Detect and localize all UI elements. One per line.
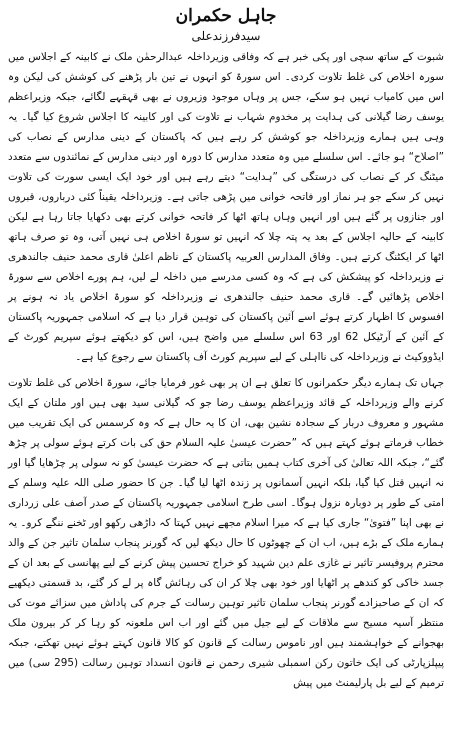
- article-author: سیدفرزندعلی: [191, 29, 261, 43]
- article-paragraph-1: شبوت کے ساتھ سچی اور پکی خبر ہے کہ وفاقی وزیرداخلہ عبدالرحمٰن ملک نے کابینہ کے اجلاس میں سورہ اخلاص کی غلط تلاوت کردی۔ اس سورۃ کو انہوں نے تین بار پڑھنے کی کوشش کی لیکن وہ اس میں کامیاب نہیں ہو سکے، جس پر وہاں موجود وزیروں نے بھی قہقہے لگائے، جبکہ وزیراعظم یوسف رضا گیلانی کی ہدایت پر مخدوم شہاب نے تلاوت کی اور کابینہ کا اجلاس شروع کیا گیا۔ یہ وہی ہیں ہمارے وزیرداخلہ جو کوشش کر رہے ہیں کہ پاکستان کے دینی مدارس کے نصاب کی ”اصلاح“ ہو جائے۔ اس سلسلے میں وہ متعدد مدارس کا دورہ اور دینی مدارس کے نمائندوں سے متعدد میٹنگ کر کے نصاب کی درستگی کی ”ہدایت“ دیتے رہے ہیں اور خود ایک ایسی سورت کی تلاوت نہیں کر سکے جو ہر نماز اور فاتحہ خوانی میں پڑھی جاتی ہے۔ وزیرداخلہ یقیناً کئی درباروں، قبروں اور جنازوں پر گئے ہیں اور انہیں وہاں ہاتھ اٹھا کر فاتحہ خوانی کرتے بھی دکھایا جاتا رہا ہے لیکن کابینہ کے حالیہ اجلاس کے بعد یہ پتہ چلا کہ انہیں تو سورۃ اخلاص ہی نہیں آتی، وہ تو صرف ہاتھ اٹھا کر ایکٹنگ کرتے ہیں۔ وفاق المدارس العربیہ پاکستان کے ناظم اعلیٰ قاری محمد حنیف جالندھری نے وزیرداخلہ کو پیشکش کی ہے کہ وہ کسی مدرسے میں داخلہ لے لیں، ہم پورے اخلاص سے سورۃ اخلاص پڑھائیں گے۔ قاری محمد حنیف جالندھری نے وزیرداخلہ کو سورۃ اخلاص یاد نہ ہونے پر افسوس کا اظہار کرتے ہوئے اسے آئین پاکستان کی توہین قرار دیا ہے کہ اسلامی جمہوریہ پاکستان کے آئین کے آرٹیکل 62 اور 63 اس سلسلے میں واضح ہیں، اس کو دیکھتے ہوئے سپریم کورٹ کے ایڈووکیٹ نے وزیرداخلہ کی نااہلی کے لیے سپریم کورٹ آف پاکستان سے رجوع کیا ہے۔: [8, 51, 444, 363]
- article-title: جاہل حکمران: [175, 6, 277, 26]
- article-paragraph-2: جہاں تک ہمارے دیگر حکمرانوں کا تعلق ہے ان پر بھی غور فرمایا جائے، سورۃ اخلاص کی غلط تلاوت کرنے والے وزیرداخلہ کے قائد وزیراعظم یوسف رضا جو کہ گیلانی سید بھی ہیں اور ملتان کے ایک مشہور و معروف دربار کے سجادہ نشین بھی، ان کا یہ حال ہے کہ وہ کرسمس کی ایک تقریب میں خطاب فرماتے ہوئے کہتے ہیں کہ ”حضرت عیسیٰ علیہ السلام حق کی بات کرتے ہوئے سولی پر چڑھ گئے“، جبکہ اللہ تعالیٰ کی آخری کتاب ہمیں بتاتی ہے کہ حضرت عیسیٰ کو نہ سولی پر چڑھایا گیا اور نہ انہیں قتل کیا گیا، بلکہ انہیں آسمانوں پر زندہ اٹھا لیا گیا۔ جن کا حضور صلی اللہ علیہ وسلم کے امتی کے طور پر دوبارہ نزول ہوگا۔ اسی طرح اسلامی جمہوریہ پاکستان کے صدر آصف علی زرداری نے بھی اپنا ”فتویٰ“ جاری کیا ہے کہ میرا اسلام مجھے نہیں کہتا کہ داڑھی رکھو اور ٹخنے ننگے کرو۔ یہ ہمارے ملک کے بڑے ہیں، اب ان کے چھوٹوں کا حال دیکھ لیں کہ گورنر پنجاب سلمان تاثیر جن کے والد محترم پروفیسر تاثیر نے غازی علم دین شہید کو خراج تحسین پیش کرنے کے لیے پھانسی کے بعد ان کے جسد خاکی کو کندھے پر اٹھایا اور خود بھی چلا کر ان کی رہائش گاہ پر لے کر گئے، بد قسمتی دیکھیے کہ ان کے صاحبزادے گورنر پنجاب سلمان تاثیر توہین رسالت کے جرم کی پاداش میں سزائے موت کی منتظر آسیہ مسیح سے ملاقات کے لیے جیل میں گئے اور اب اس ملعونہ کو رہا کر کر بیرون ملک بھجوانے کے خواہشمند ہیں اور ناموس رسالت کے قانون کو کالا قانون کہتے ہوئے نہیں تھکتے، جبکہ پیپلزپارٹی کی ایک خاتون رکن اسمبلی شیری رحمن نے قانون انسداد توہین رسالت (295 سی) میں ترمیم کے لیے بل پارلیمنٹ میں پیش: [8, 377, 444, 689]
